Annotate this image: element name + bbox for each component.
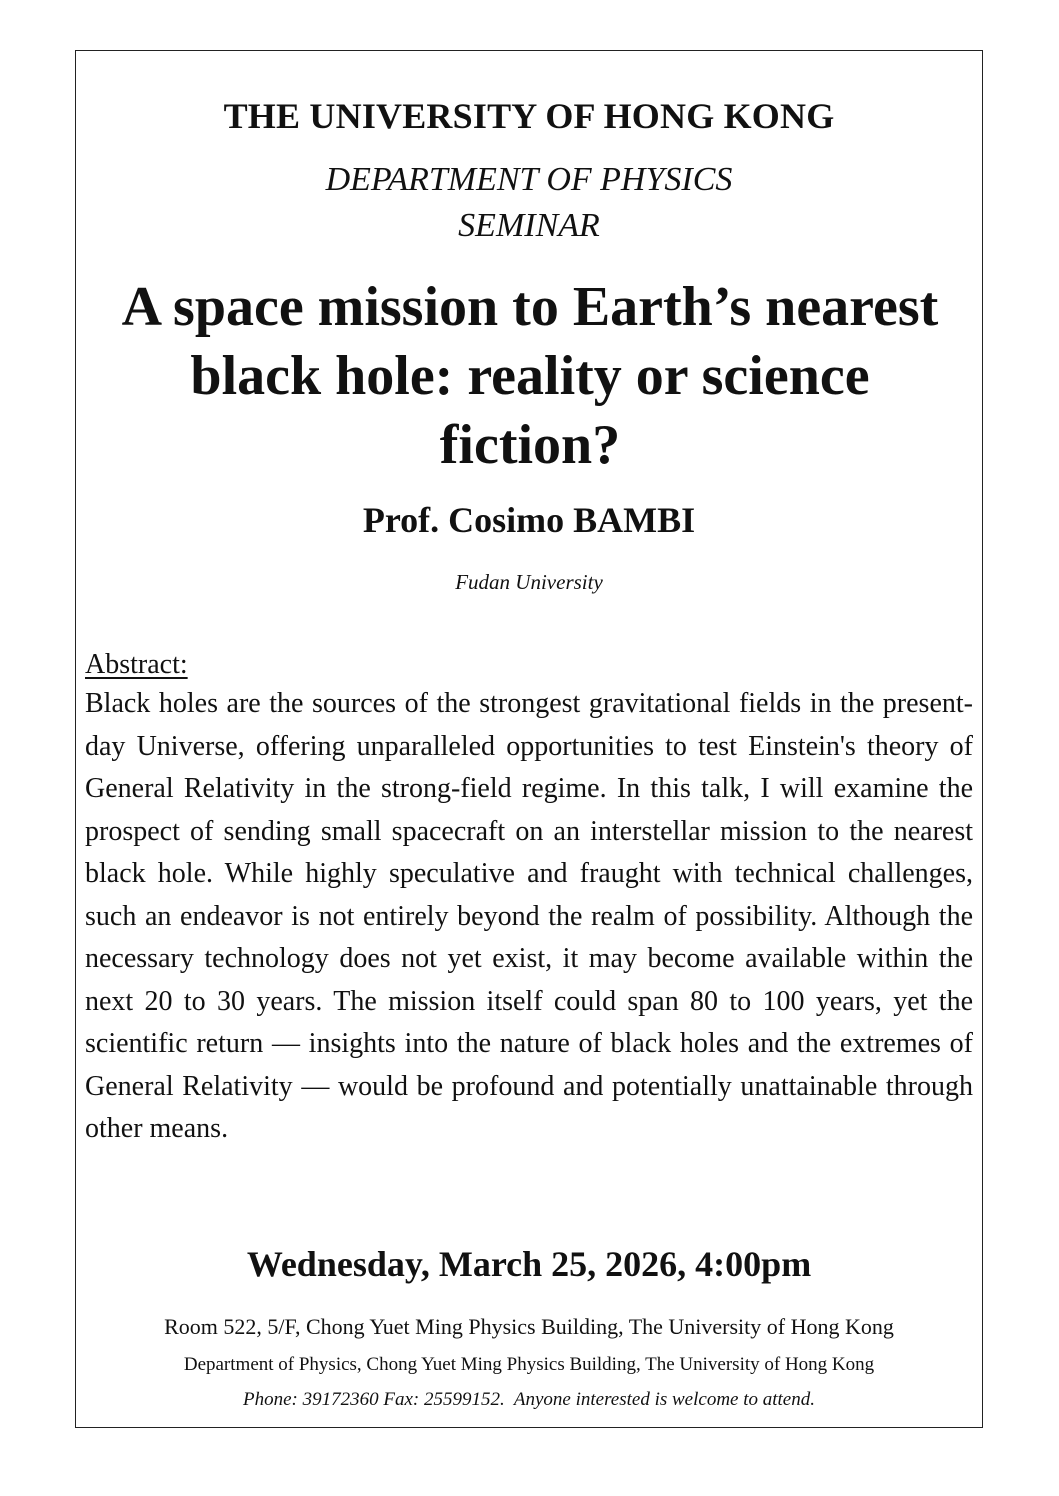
department-heading: [76, 157, 982, 249]
university-name: THE UNIVERSITY OF HONG KONG: [223, 96, 835, 136]
department-name: DEPARTMENT OF PHYSICS: [325, 161, 733, 198]
abstract-heading: Abstract:: [85, 649, 188, 680]
speaker-name: Prof. Cosimo BAMBI: [362, 500, 696, 540]
department-address: Department of Physics, Chong Yuet Ming Physics Building, The University of Hong Kong: [183, 1354, 875, 1375]
speaker-affiliation: Fudan University: [455, 570, 603, 594]
event-datetime: Wednesday, March 25, 2026, 4:00pm: [246, 1244, 812, 1284]
contact-info: Phone: 39172360 Fax: 25599152. Anyone interested is welcome to attend.: [243, 1389, 815, 1410]
event-venue: Room 522, 5/F, Chong Yuet Ming Physics Building, The University of Hong Kong: [164, 1314, 894, 1339]
seminar-label: SEMINAR: [458, 207, 600, 244]
talk-title: A space mission to Earth’s nearest black hole: reality or science fiction?: [121, 276, 939, 476]
abstract-text: Black holes are the sources of the strongest gravitational fields in the present-day Universe, offering unparalleled opportunities to test Einstein's theory of General Relativity in the strong-field regime. In this talk, I will examine the prospect of sending small spacecraft on an interstellar mission to the nearest black hole. While highly speculative and fraught with technical challenges, such an endeavor is not entirely beyond the realm of possibility. Although the necessary technology does not yet exist, it may become available within the next 20 to 30 years. The mission itself could span 80 to 100 years, yet the scientific return — insights into the nature of black holes and the extremes of General Relativity — would be profound and potentially unattainable through other means.: [85, 688, 973, 1144]
seminar-poster-frame: [75, 50, 983, 1428]
